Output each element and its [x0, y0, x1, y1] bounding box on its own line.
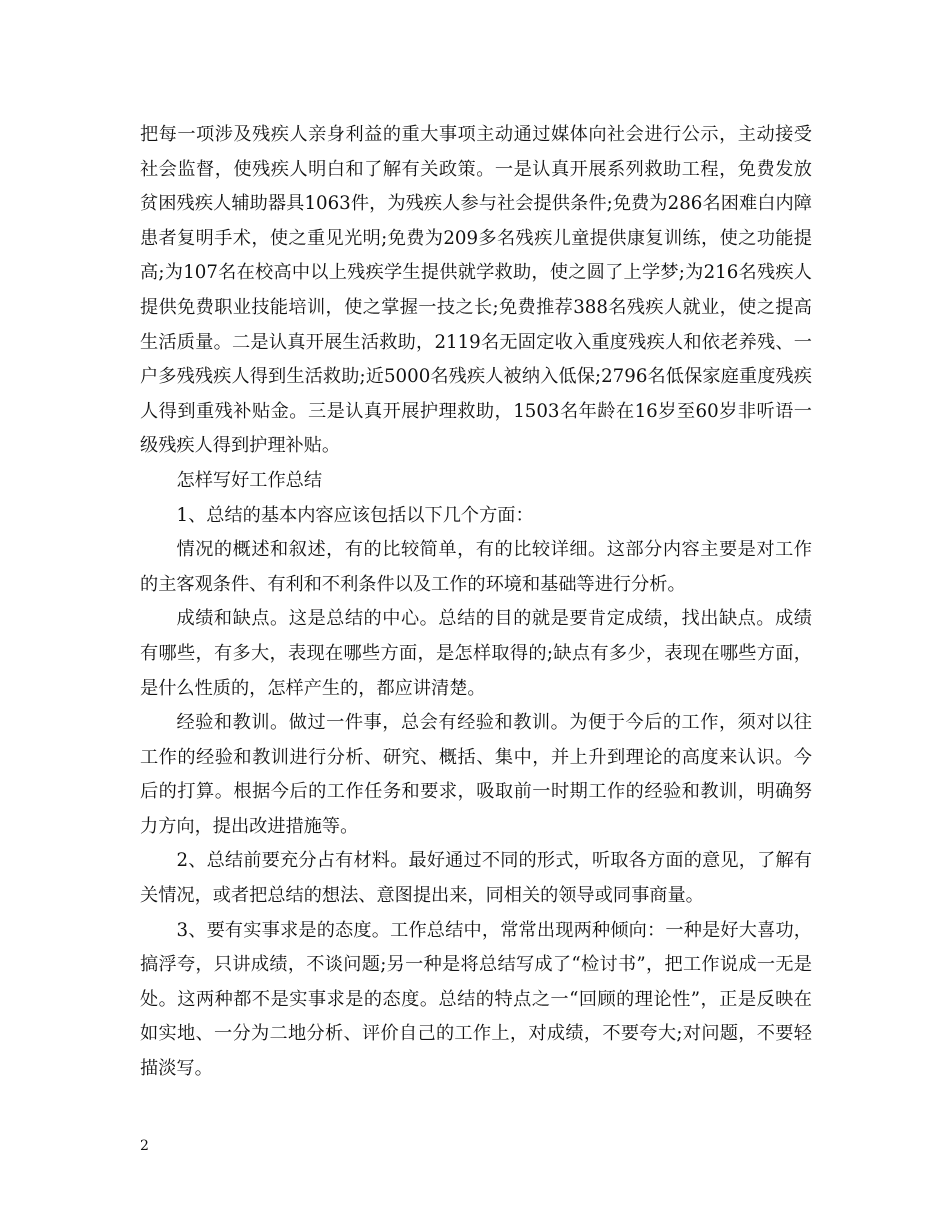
paragraph-relief-summary: 把每一项涉及残疾人亲身利益的重大事项主动通过媒体向社会进行公示，主动接受社会监督，使残疾人明白和了解有关政策。一是认真开展系列救助工程，免费发放贫困残疾人辅助器具1063件，为残疾人参与社会提供条件;免费为286名困难白内障患者复明手术，使之重见光明;免费为209多名残疾儿童提供康复训练，使之功能提高;为107名在校高中以上残疾学生提供就学救助，使之圆了上学梦;为216名残疾人提供免费职业技能培训，使之掌握一技之长;免费推荐388名残疾人就业，使之提高生活质量。二是认真开展生活救助，2119名无固定收入重度残疾人和依老养残、一户多残残疾人得到生活救助;近5000名残疾人被纳入低保;2796名低保家庭重度残疾人得到重残补贴金。三是认真开展护理救助，1503名年龄在16岁至60岁非听语一级残疾人得到护理补贴。 — [140, 124, 812, 457]
section-heading: 怎样写好工作总结 — [176, 469, 323, 491]
paragraph-lessons: 经验和教训。做过一件事，总会有经验和教训。为便于今后的工作，须对以往工作的经验和教训进行分析、研究、概括、集中，并上升到理论的高度来认识。今后的打算。根据今后的工作任务和要求，吸取前一时期工作的经验和教训，明确努力方向，提出改进措施等。 — [140, 712, 812, 837]
paragraph-point-1: 1、总结的基本内容应该包括以下几个方面： — [176, 504, 534, 526]
paragraph-point-2: 2、总结前要充分占有材料。最好通过不同的形式，听取各方面的意见，了解有关情况，或者把总结的想法、意图提出来，同相关的领导或同事商量。 — [140, 850, 812, 907]
paragraph-achievements: 成绩和缺点。这是总结的中心。总结的目的就是要肯定成绩，找出缺点。成绩有哪些，有多大，表现在哪些方面，是怎样取得的;缺点有多少，表现在哪些方面，是什么性质的，怎样产生的，都应讲清楚。 — [140, 608, 812, 699]
paragraph-overview: 情况的概述和叙述，有的比较简单，有的比较详细。这部分内容主要是对工作的主客观条件、有利和不利条件以及工作的环境和基础等进行分析。 — [140, 539, 812, 595]
paragraph-point-3: 3、要有实事求是的态度。工作总结中，常常出现两种倾向：一种是好大喜功，搞浮夸，只讲成绩，不谈问题;另一种是将总结写成了“检讨书”，把工作说成一无是处。这两种都不是实事求是的态度。总结的特点之一“回顾的理论性”，正是反映在如实地、一分为二地分析、评价自己的工作上，对成绩，不要夸大;对问题，不要轻描淡写。 — [140, 919, 812, 1080]
document-body — [140, 118, 812, 1087]
page-number: 2 — [140, 1138, 149, 1154]
